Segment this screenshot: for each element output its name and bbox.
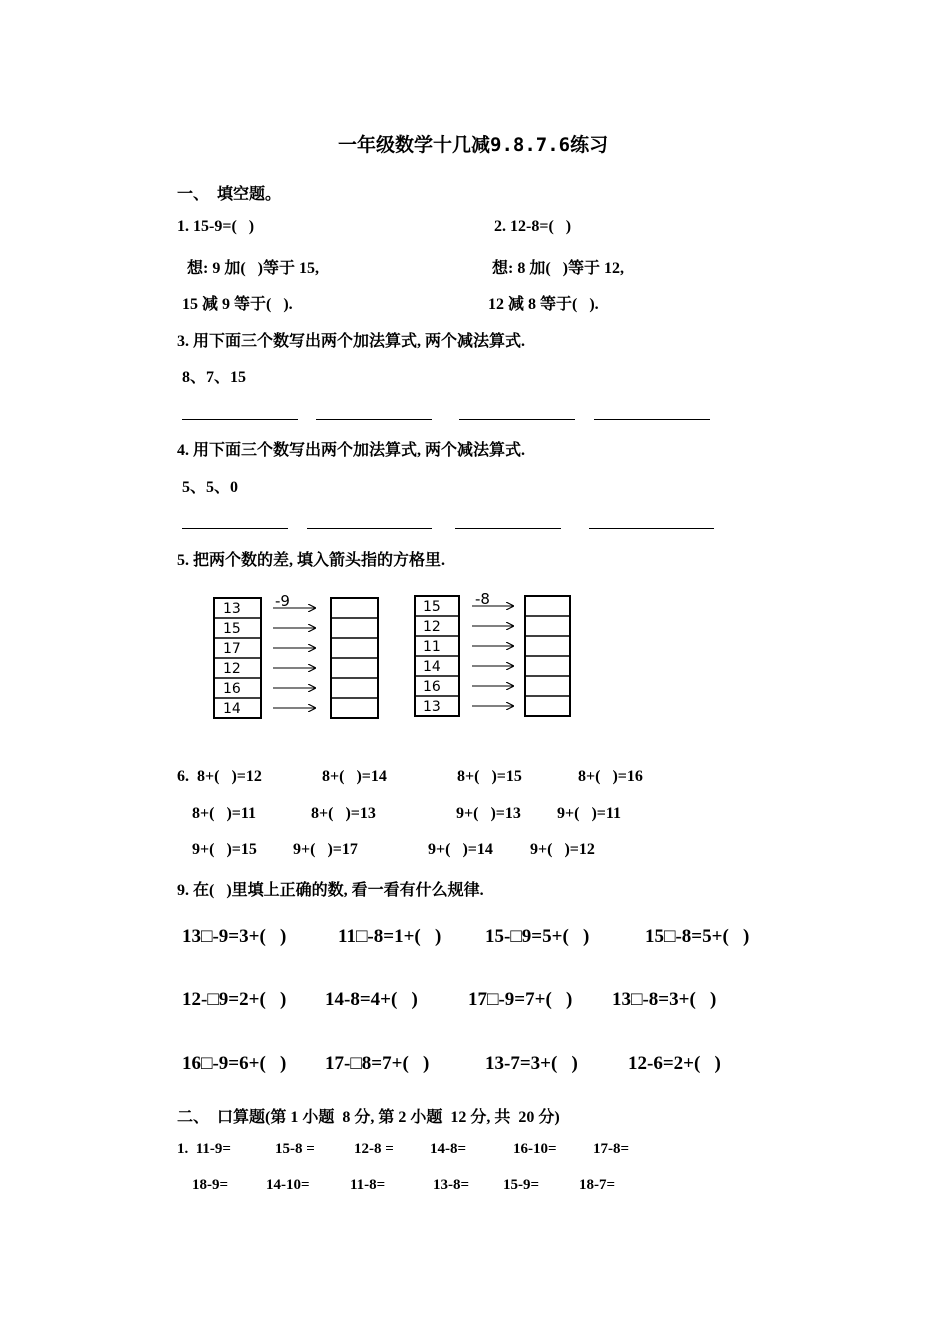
q9-item: 15□-8=5+( ): [645, 926, 750, 947]
q6-item: 8+( )=14: [322, 768, 387, 785]
right-number: 11: [423, 639, 441, 655]
q6-item: 9+( )=14: [428, 841, 493, 858]
oral-item: 18-7=: [579, 1177, 616, 1193]
q2-think: 想: 8 加( )等于 12,: [492, 260, 624, 277]
right-group: [415, 590, 570, 716]
answer-blank[interactable]: [316, 419, 432, 420]
q2-equation: 2. 12-8=( ): [494, 218, 572, 235]
oral-item: 11-8=: [350, 1177, 386, 1193]
left-group: [214, 592, 378, 718]
q3-numbers: 8、7、15: [182, 369, 247, 386]
oral-item: 15-9=: [503, 1177, 540, 1193]
q3-text: 3. 用下面三个数写出两个加法算式, 两个减法算式.: [177, 333, 526, 350]
q4-numbers: 5、5、0: [182, 479, 239, 496]
left-number: 12: [223, 661, 241, 677]
q9-item: 15-□9=5+( ): [485, 926, 590, 947]
q5-text: 5. 把两个数的差, 填入箭头指的方格里.: [177, 552, 446, 569]
q6-item: 9+( )=12: [530, 841, 595, 858]
q2-minus: 12 减 8 等于( ).: [488, 296, 599, 313]
right-number: 15: [423, 599, 441, 615]
q9-item: 12-6=2+( ): [628, 1053, 721, 1074]
right-number: 12: [423, 619, 441, 635]
q9-item: 16□-9=6+( ): [182, 1053, 287, 1074]
q6-item: 9+( )=17: [293, 841, 358, 858]
page-title: 一年级数学十几减9.8.7.6练习: [338, 134, 609, 156]
left-number: 17: [223, 641, 241, 657]
left-number: 15: [223, 621, 241, 637]
q9-item: 17-□8=7+( ): [325, 1053, 430, 1074]
oral-item: 16-10=: [513, 1141, 557, 1157]
left-number: 13: [223, 601, 241, 617]
left-number: 14: [223, 701, 241, 717]
q6-item: 8+( )=16: [578, 768, 643, 785]
q9-text: 9. 在( )里填上正确的数, 看一看有什么规律.: [177, 882, 484, 899]
q9-item: 12-□9=2+( ): [182, 989, 287, 1010]
answer-blank[interactable]: [589, 528, 714, 529]
q9-item: 14-8=4+( ): [325, 989, 418, 1010]
answer-blank[interactable]: [459, 419, 575, 420]
oral-item: 13-8=: [433, 1177, 470, 1193]
oral-item: 15-8 =: [275, 1141, 315, 1157]
section-1-heading: 一、 填空题。: [177, 186, 282, 203]
q1-minus: 15 减 9 等于( ).: [182, 296, 293, 313]
oral-item: 17-8=: [593, 1141, 630, 1157]
oral-item: 1. 11-9=: [177, 1141, 231, 1157]
q6-item: 8+( )=13: [311, 805, 376, 822]
right-op-label: -8: [475, 590, 490, 608]
answer-blank[interactable]: [594, 419, 710, 420]
q6-item: 9+( )=15: [192, 841, 257, 858]
section-2-heading: 二、 口算题(第 1 小题 8 分, 第 2 小题 12 分, 共 20 分): [177, 1109, 560, 1126]
q9-item: 13□-8=3+( ): [612, 989, 717, 1010]
left-number: 16: [223, 681, 241, 697]
answer-blank[interactable]: [455, 528, 561, 529]
q6-item: 6. 8+( )=12: [177, 768, 262, 785]
answer-blank[interactable]: [182, 528, 288, 529]
q6-item: 9+( )=11: [557, 805, 622, 822]
q4-text: 4. 用下面三个数写出两个加法算式, 两个减法算式.: [177, 442, 526, 459]
right-number: 16: [423, 679, 441, 695]
right-number: 13: [423, 699, 441, 715]
q9-item: 13□-9=3+( ): [182, 926, 287, 947]
q6-item: 8+( )=15: [457, 768, 522, 785]
oral-item: 14-10=: [266, 1177, 310, 1193]
oral-item: 12-8 =: [354, 1141, 394, 1157]
oral-item: 14-8=: [430, 1141, 467, 1157]
q6-item: 8+( )=11: [192, 805, 257, 822]
q1-think: 想: 9 加( )等于 15,: [187, 260, 319, 277]
arrow-diagram: [205, 588, 585, 728]
right-number: 14: [423, 659, 441, 675]
q6-item: 9+( )=13: [456, 805, 521, 822]
q9-item: 13-7=3+( ): [485, 1053, 578, 1074]
answer-blank[interactable]: [182, 419, 298, 420]
left-op-label: -9: [275, 592, 290, 610]
q9-item: 11□-8=1+( ): [338, 926, 442, 947]
answer-blank[interactable]: [307, 528, 432, 529]
q9-item: 17□-9=7+( ): [468, 989, 573, 1010]
q1-equation: 1. 15-9=( ): [177, 218, 255, 235]
oral-item: 18-9=: [192, 1177, 229, 1193]
